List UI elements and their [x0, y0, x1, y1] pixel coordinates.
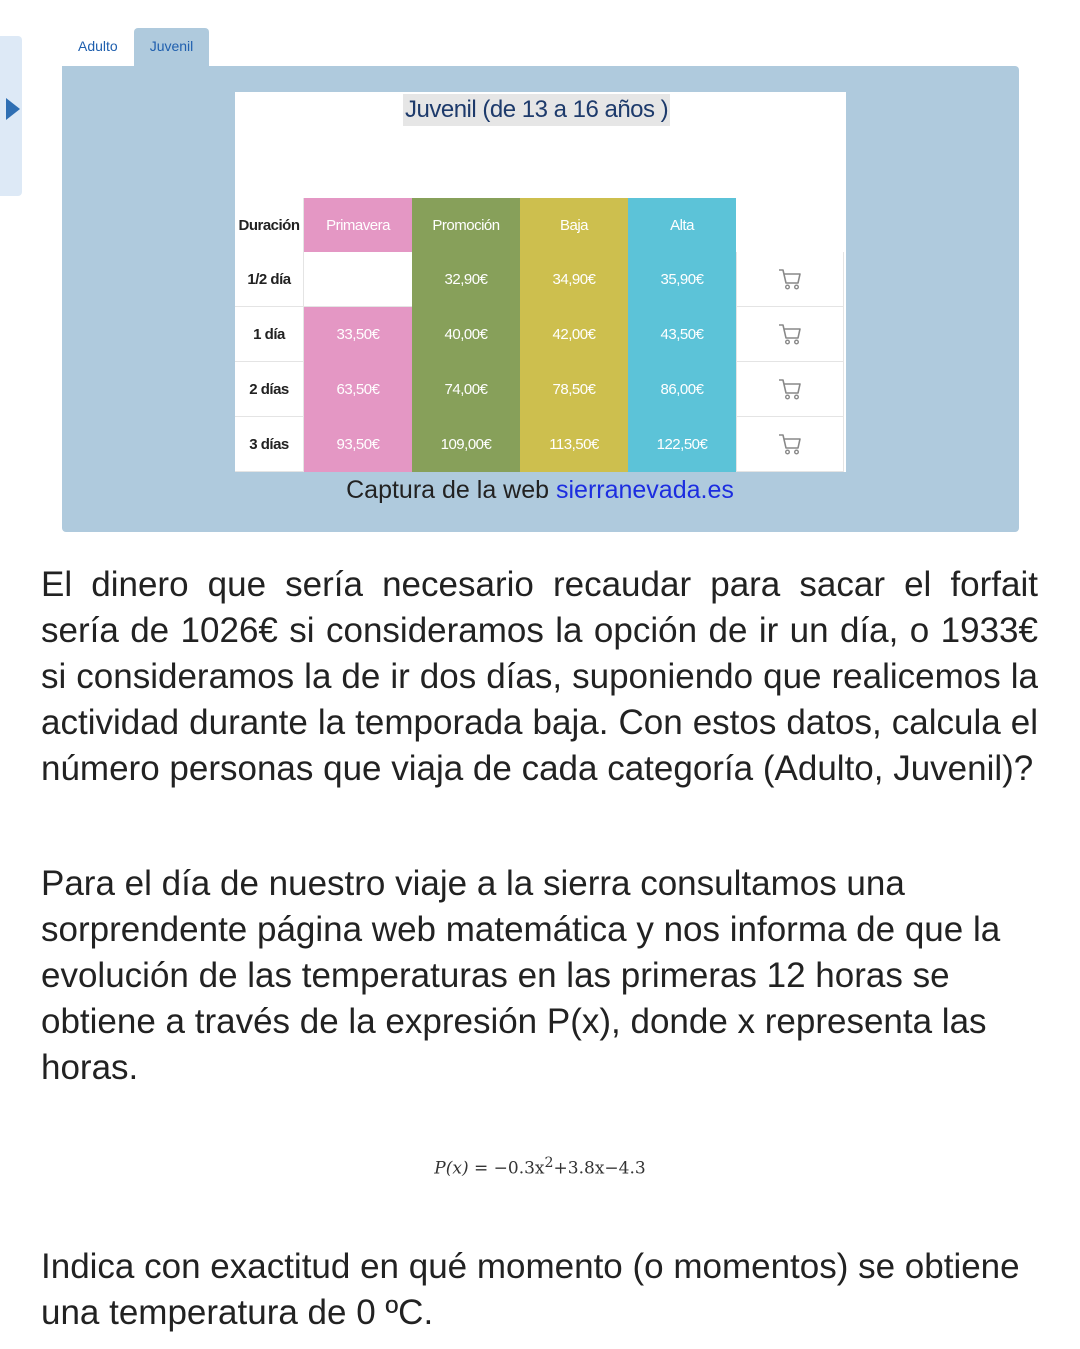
- price-cell-primavera: [304, 252, 412, 307]
- price-cell-promocion: 40,00€: [412, 307, 520, 362]
- problem-paragraph-2: Para el día de nuestro viaje a la sierra consultamos una sorprendente página web matemática y nos informa de que la evolución de las temperaturas en las primeras 12 horas se obtiene a través de la expresión P(x), donde x representa las horas.: [41, 864, 1001, 1087]
- formula-equals: =: [468, 1158, 494, 1179]
- price-cell-primavera: 33,50€: [304, 307, 412, 362]
- price-cell-alta: 43,50€: [628, 307, 736, 362]
- price-cell-promocion: 109,00€: [412, 417, 520, 472]
- price-cell-promocion: 74,00€: [412, 362, 520, 417]
- header-baja: Baja: [520, 198, 628, 252]
- shopping-cart-icon: [777, 376, 803, 402]
- price-cell-alta: 122,50€: [628, 417, 736, 472]
- formula-rhs-b: +3.8x−4.3: [553, 1158, 646, 1179]
- header-primavera: Primavera: [304, 198, 412, 252]
- expand-arrow-icon[interactable]: [6, 98, 20, 120]
- shopping-cart-icon: [777, 321, 803, 347]
- row-label: 2 días: [235, 362, 304, 417]
- shopping-cart-icon: [777, 431, 803, 457]
- header-promocion: Promoción: [412, 198, 520, 252]
- header-blank: [736, 198, 844, 252]
- price-cell-baja: 113,50€: [520, 417, 628, 472]
- price-cell-baja: 78,50€: [520, 362, 628, 417]
- problem-paragraph-1: El dinero que sería necesario recaudar para sacar el forfait sería de 1026€ si consideramos la opción de ir un día, o 1933€ si consideramos la de ir dos días, suponiendo que realicemos la actividad durante la temporada baja. Con estos datos, calcula el número personas que viaja de cada categoría (Adulto, Juvenil)?: [41, 565, 1038, 788]
- price-cell-baja: 42,00€: [520, 307, 628, 362]
- price-cell-baja: 34,90€: [520, 252, 628, 307]
- category-tabs: [62, 28, 209, 66]
- add-to-cart-button[interactable]: [736, 252, 844, 307]
- add-to-cart-button[interactable]: [736, 307, 844, 362]
- price-cell-primavera: 63,50€: [304, 362, 412, 417]
- sierranevada-link[interactable]: sierranevada.es: [555, 476, 734, 504]
- price-table-title: Juvenil (de 13 a 16 años ): [403, 94, 670, 126]
- add-to-cart-button[interactable]: [736, 362, 844, 417]
- screenshot-caption: [0, 476, 1080, 505]
- caption-text: Captura de la web: [346, 476, 556, 504]
- header-alta: Alta: [628, 198, 736, 252]
- add-to-cart-button[interactable]: [736, 417, 844, 472]
- price-cell-primavera: 93,50€: [304, 417, 412, 472]
- header-duracion: Duración: [235, 198, 304, 252]
- price-screenshot: [235, 92, 846, 472]
- tab-juvenil[interactable]: Juvenil: [134, 28, 210, 66]
- price-cell-promocion: 32,90€: [412, 252, 520, 307]
- row-label: 1 día: [235, 307, 304, 362]
- formula-rhs-a: −0.3x: [493, 1158, 545, 1179]
- problem-paragraph-3: Indica con exactitud en qué momento (o momentos) se obtiene una temperatura de 0 ºC.: [41, 1247, 1020, 1332]
- formula-lhs: P(x): [434, 1158, 469, 1179]
- row-label: 3 días: [235, 417, 304, 472]
- formula-exponent: 2: [544, 1155, 554, 1171]
- shopping-cart-icon: [777, 266, 803, 292]
- price-table: [235, 198, 844, 472]
- price-cell-alta: 86,00€: [628, 362, 736, 417]
- tab-adulto[interactable]: Adulto: [78, 38, 118, 54]
- row-label: 1/2 día: [235, 252, 304, 307]
- price-cell-alta: 35,90€: [628, 252, 736, 307]
- temperature-formula: [0, 1155, 1080, 1179]
